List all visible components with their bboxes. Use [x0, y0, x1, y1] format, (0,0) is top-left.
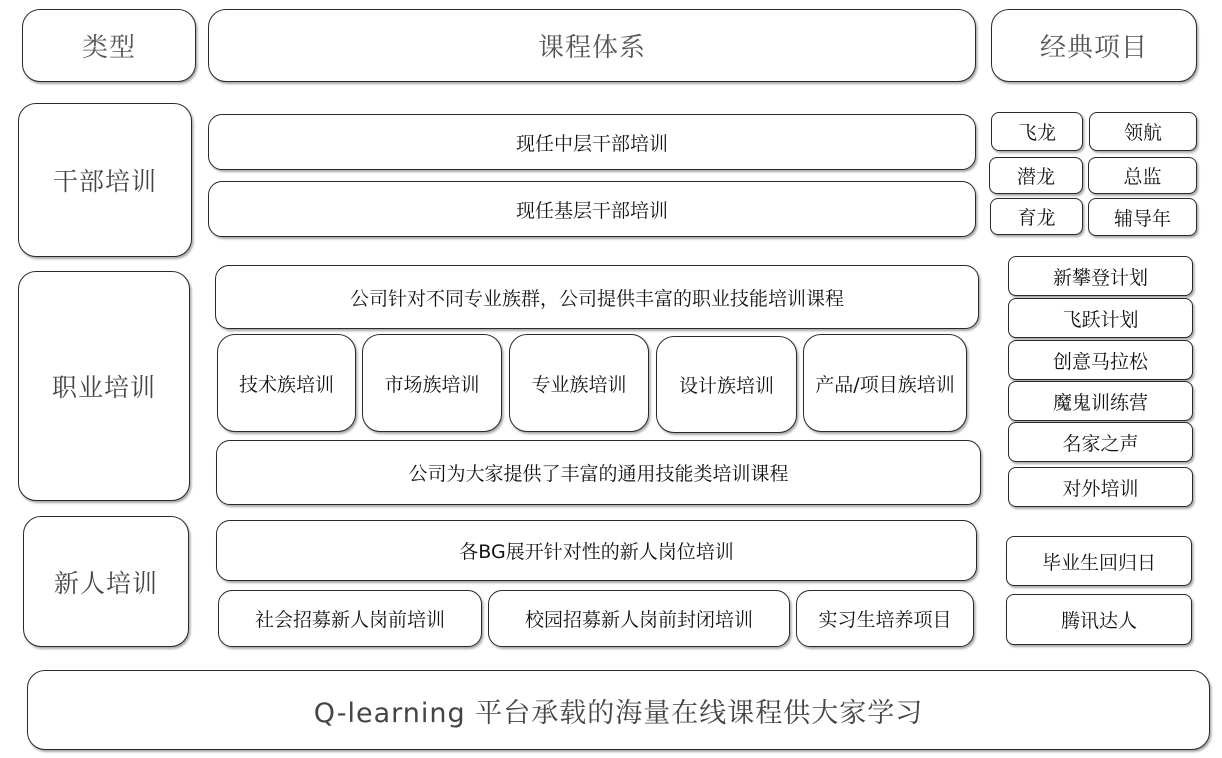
project-qianlong	[989, 157, 1083, 194]
category-professional-training	[18, 271, 190, 501]
header-type-label: 类型	[81, 33, 136, 63]
course-bg-newcomer	[216, 520, 977, 581]
course-social-recruit-label: 社会招募新人岗前培训	[254, 609, 445, 631]
project-zongjian-label: 总监	[1123, 166, 1162, 188]
course-middle-cadre	[208, 114, 976, 170]
course-family-design-label: 设计族培训	[678, 375, 774, 397]
project-fudaonian-label: 辅导年	[1113, 207, 1171, 230]
course-middle-cadre-label: 现任中层干部培训	[515, 132, 668, 155]
project-bootcamp-label: 魔鬼训练营	[1052, 391, 1148, 414]
course-basic-cadre-label: 现任基层干部培训	[515, 199, 668, 222]
project-yulong	[990, 198, 1083, 235]
course-family-specialist	[509, 334, 649, 432]
category-cadre-training	[18, 103, 192, 257]
project-tencent-talent	[1006, 594, 1192, 645]
platform-q-learning	[27, 670, 1210, 750]
category-professional-label: 职业培训	[51, 373, 156, 402]
project-masters-voice	[1008, 422, 1193, 462]
course-campus-recruit	[488, 590, 790, 647]
category-newcomer-training	[23, 516, 189, 647]
course-family-design	[656, 336, 797, 433]
project-new-climb-label: 新攀登计划	[1052, 266, 1148, 289]
project-leap-label: 飞跃计划	[1062, 308, 1139, 331]
project-leap	[1008, 298, 1193, 338]
header-curriculum-label: 课程体系	[537, 33, 646, 63]
header-type	[22, 9, 196, 82]
header-curriculum	[208, 9, 976, 82]
project-graduate-return-day-label: 毕业生回归日	[1041, 551, 1156, 574]
course-general-skills	[216, 440, 981, 505]
project-feilong	[991, 112, 1083, 151]
category-newcomer-label: 新人培训	[53, 568, 158, 598]
course-bg-newcomer-label: 各BG展开针对性的新人岗位培训	[459, 541, 734, 563]
project-bootcamp	[1008, 381, 1193, 421]
project-external-training	[1008, 467, 1193, 507]
project-masters-voice-label: 名家之声	[1062, 432, 1139, 455]
project-new-climb	[1008, 256, 1193, 296]
course-intern-program	[796, 590, 974, 647]
project-linghang-label: 领航	[1123, 122, 1162, 144]
course-family-tech-label: 技术族培训	[238, 373, 334, 396]
project-yulong-label: 育龙	[1017, 207, 1056, 229]
header-classic-projects	[991, 9, 1197, 82]
header-classic-label: 经典项目	[1039, 33, 1148, 63]
course-social-recruit	[218, 590, 482, 647]
project-feilong-label: 飞龙	[1017, 122, 1056, 144]
project-qianlong-label: 潜龙	[1016, 166, 1055, 188]
project-creative-marathon	[1008, 340, 1193, 380]
project-linghang	[1089, 112, 1197, 151]
course-family-specialist-label: 专业族培训	[531, 373, 627, 396]
course-family-tech	[217, 334, 356, 432]
category-cadre-label: 干部培训	[52, 167, 157, 196]
course-family-market	[362, 334, 502, 432]
course-family-product	[803, 334, 967, 432]
project-graduate-return-day	[1006, 536, 1192, 586]
course-campus-recruit-label: 校园招募新人岗前封闭培训	[524, 609, 753, 631]
course-family-market-label: 市场族培训	[384, 373, 480, 396]
project-external-training-label: 对外培训	[1062, 477, 1139, 500]
course-intern-program-label: 实习生培养项目	[818, 609, 952, 631]
project-fudaonian	[1088, 198, 1197, 236]
course-basic-cadre	[208, 181, 976, 237]
project-creative-marathon-label: 创意马拉松	[1052, 350, 1148, 373]
course-professional-intro-label: 公司针对不同专业族群，公司提供丰富的职业技能培训课程	[349, 287, 844, 310]
platform-q-learning-label: Q-learning 平台承载的海量在线课程供大家学习	[313, 697, 924, 729]
project-zongjian	[1088, 157, 1197, 194]
project-tencent-talent-label: 腾讯达人	[1060, 610, 1137, 632]
course-professional-intro	[215, 265, 979, 329]
course-family-product-label: 产品/项目族培训	[815, 373, 955, 396]
course-general-skills-label: 公司为大家提供了丰富的通用技能类培训课程	[408, 463, 789, 485]
